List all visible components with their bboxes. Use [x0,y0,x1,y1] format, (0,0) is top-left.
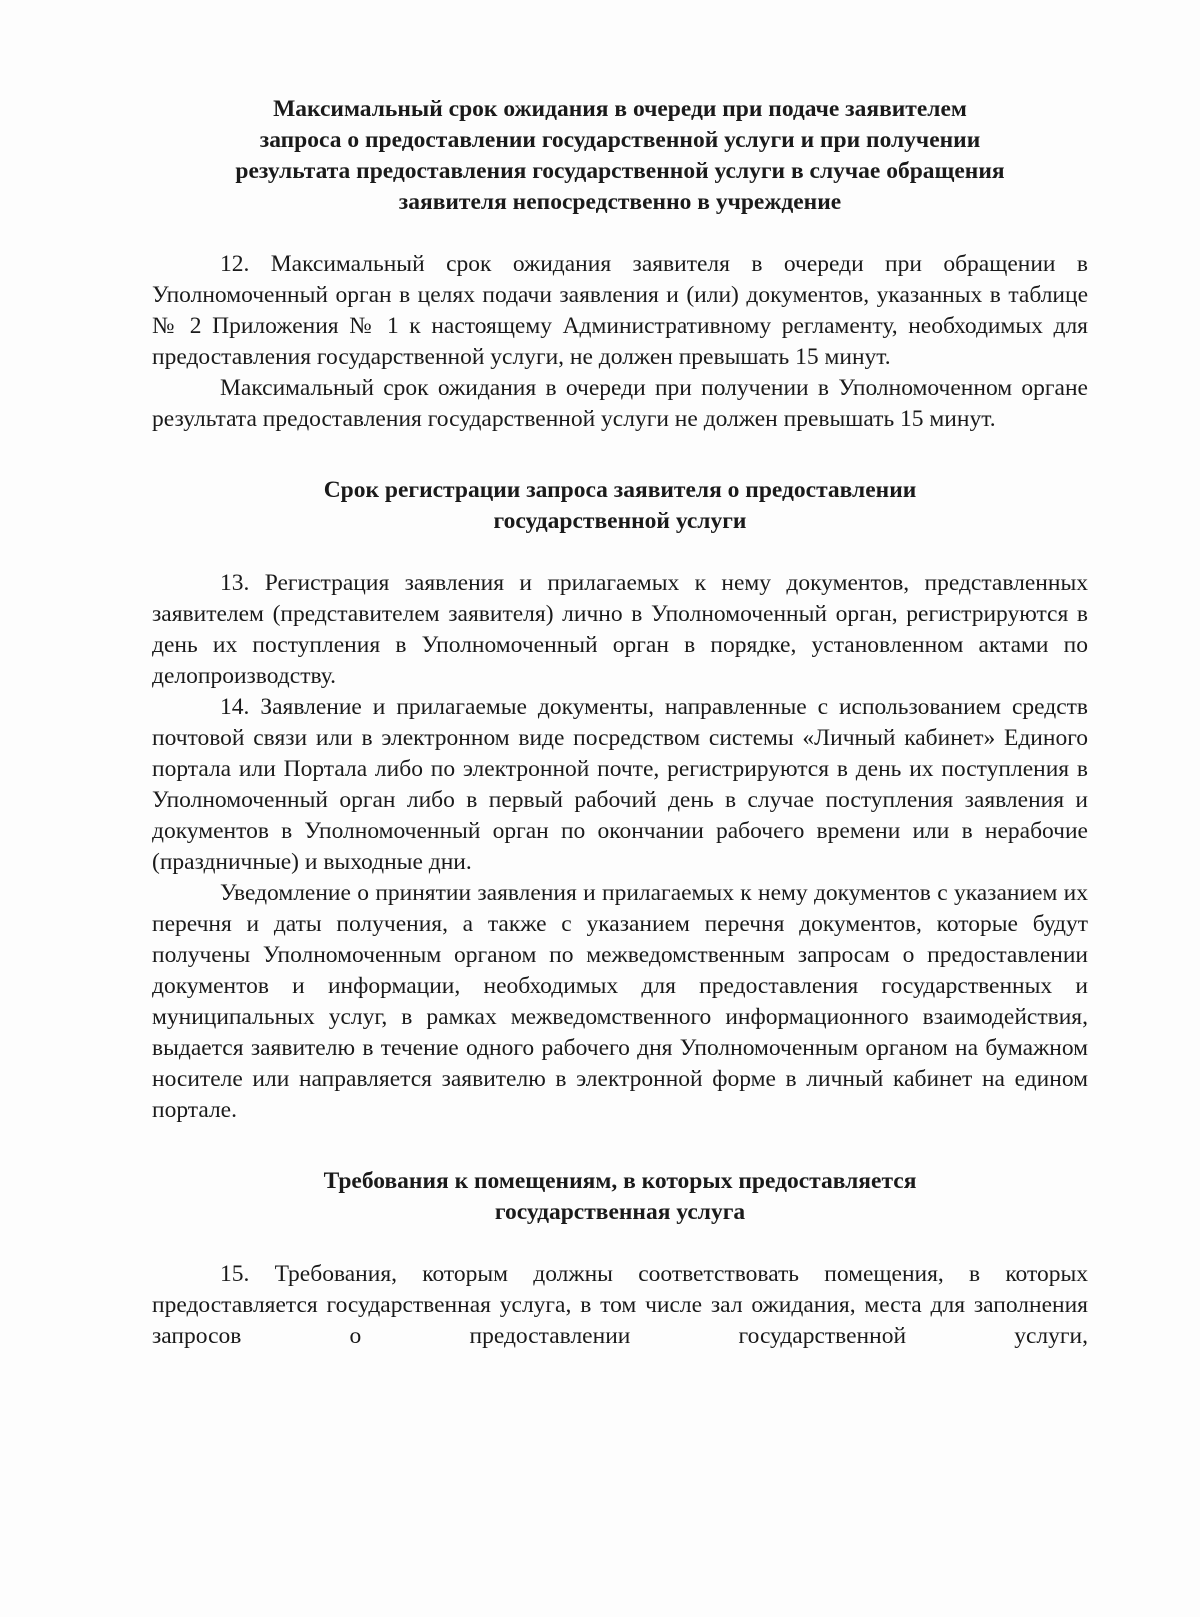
heading-line: заявителя непосредственно в учреждение [398,189,842,215]
paragraph-14: 14. Заявление и прилагаемые документы, направленные с использованием средств почтовой связи или в электронном виде посредством системы «Личный кабинет» Единого портала или Портала либо по электронной почте, регистрируются в день их поступления в Уполномоченный орган либо в первый рабочий день в случае поступления заявления и документов в Уполномоченный орган по окончании рабочего времени или в нерабочие (праздничные) и выходные дни. [152,694,1088,875]
heading-line: государственной услуги [493,508,747,534]
heading-line: государственная услуга [494,1199,746,1225]
paragraph: Максимальный срок ожидания в очереди при получении в Уполномоченном органе результата предоставления государственной услуги не должен превышать 15 минут. [152,375,1088,432]
heading-line: Требования к помещениям, в которых предоставляется [323,1168,917,1194]
section-heading [152,1166,1088,1228]
paragraph-15: 15. Требования, которым должны соответствовать помещения, в которых предоставляется государственная услуга, в том числе зал ожидания, места для заполнения запросов о предоставлении государственной услуги, [152,1261,1088,1349]
section-registration-term [152,475,1088,1126]
paragraph: Уведомление о принятии заявления и прилагаемых к нему документов с указанием их перечня и даты получения, а также с указанием перечня документов, которые будут получены Уполномоченным органом по межведомственным запросам о предоставлении документов и информации, необходимых для предоставления государственных и муниципальных услуг, в рамках межведомственного информационного взаимодействия, выдается заявителю в течение одного рабочего дня Уполномоченным органом на бумажном носителе или направляется заявителю в электронной форме в личный кабинет на едином портале. [152,880,1088,1123]
section-heading [152,475,1088,537]
section-heading [152,94,1088,218]
document-content [152,94,1088,1352]
heading-line: Максимальный срок ожидания в очереди при подаче заявителем [273,96,967,122]
section-queue-waiting-time [152,94,1088,435]
paragraph-12: 12. Максимальный срок ожидания заявителя в очереди при обращении в Уполномоченный орган в целях подачи заявления и (или) документов, указанных в таблице № 2 Приложения № 1 к настоящему Административному регламенту, необходимых для предоставления государственной услуги, не должен превышать 15 минут. [152,251,1088,370]
paragraph-13: 13. Регистрация заявления и прилагаемых к нему документов, представленных заявителем (представителем заявителя) лично в Уполномоченный орган, регистрируются в день их поступления в Уполномоченный орган в порядке, установленном актами по делопроизводству. [152,570,1088,689]
heading-line: Срок регистрации запроса заявителя о предоставлении [323,477,917,503]
section-premises-requirements [152,1166,1088,1352]
heading-line: результата предоставления государственной услуги в случае обращения [235,158,1005,184]
heading-line: запроса о предоставлении государственной услуги и при получении [259,127,981,153]
